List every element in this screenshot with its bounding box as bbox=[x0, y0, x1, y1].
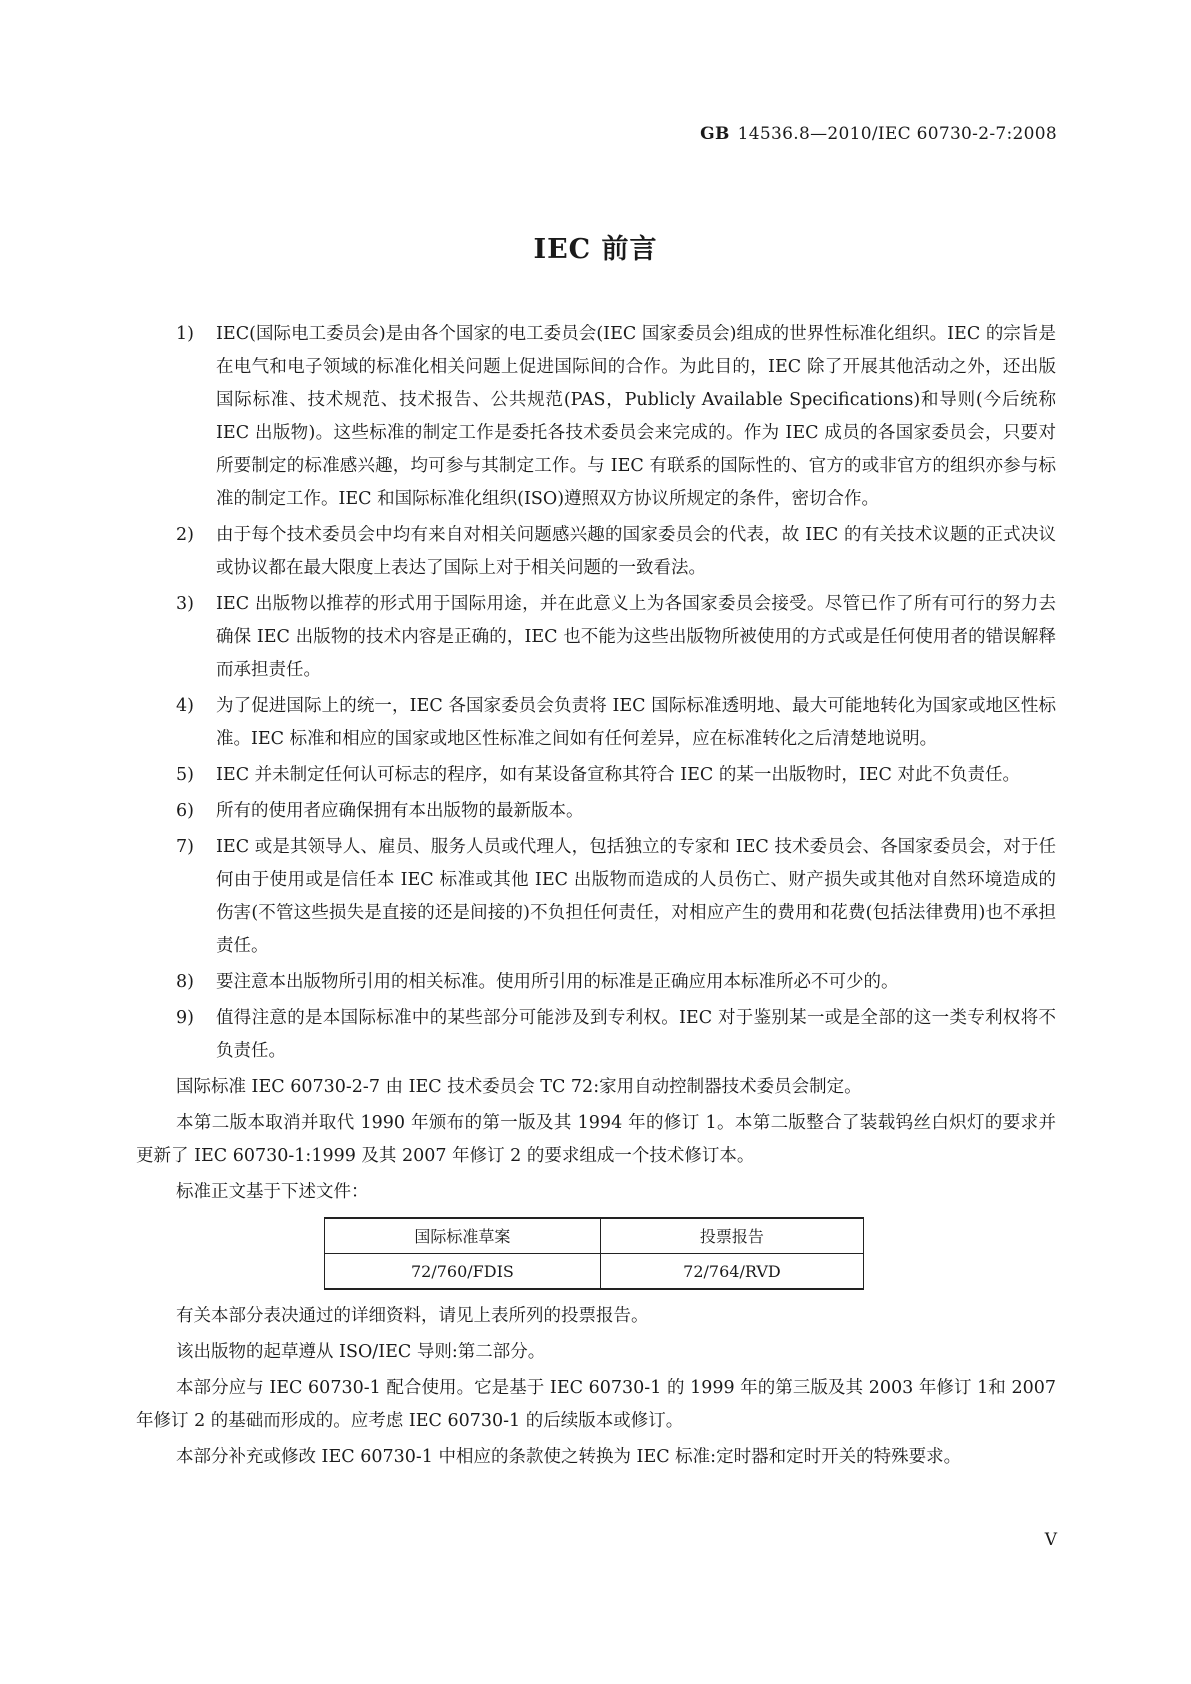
list-item bbox=[176, 831, 1056, 963]
table-header-cell: 投票报告 bbox=[600, 1218, 863, 1254]
item-text: 所有的使用者应确保拥有本出版物的最新版本。 bbox=[216, 801, 584, 821]
paragraph-drafting: 该出版物的起草遵从 ISO/IEC 导则:第二部分。 bbox=[176, 1342, 546, 1362]
document-header bbox=[700, 124, 1057, 144]
table-header-row bbox=[325, 1218, 864, 1254]
table-row bbox=[325, 1254, 864, 1290]
table-header-cell: 国际标准草案 bbox=[325, 1218, 601, 1254]
page-number: V bbox=[1044, 1530, 1057, 1550]
paragraph-edition: 本第二版本取消并取代 1990 年颁布的第一版及其 1994 年的修订 1。本第二版整合了装载钨丝白炽灯的要求并更新了 IEC 60730-1:1999 及其 2007 年修订 2 的要求组成一个技术修订本。 bbox=[136, 1113, 1056, 1166]
page-title: IEC 前言 bbox=[533, 234, 658, 265]
item-text: 由于每个技术委员会中均有来自对相关问题感兴趣的国家委员会的代表，故 IEC 的有关技术议题的正式决议或协议都在最大限度上表达了国际上对于相关问题的一致看法。 bbox=[216, 525, 1056, 578]
list-item bbox=[176, 966, 1056, 999]
paragraph-voting: 有关本部分表决通过的详细资料，请见上表所列的投票报告。 bbox=[176, 1306, 649, 1326]
list-item bbox=[176, 795, 1056, 828]
item-number: 4) bbox=[176, 696, 194, 716]
item-text: IEC 出版物以推荐的形式用于国际用途，并在此意义上为各国家委员会接受。尽管已作了所有可行的努力去确保 IEC 出版物的技术内容是正确的，IEC 也不能为这些出版物所被使用的方式或是任何使用者的错误解释而承担责任。 bbox=[216, 594, 1056, 680]
header-code: 14536.8—2010/IEC 60730-2-7:2008 bbox=[737, 124, 1057, 144]
table-cell: 72/764/RVD bbox=[600, 1254, 863, 1290]
item-number: 1) bbox=[176, 324, 194, 344]
paragraph-tc: 国际标准 IEC 60730-2-7 由 IEC 技术委员会 TC 72:家用自动控制器技术委员会制定。 bbox=[176, 1077, 862, 1097]
item-text: 为了促进国际上的统一，IEC 各国家委员会负责将 IEC 国际标准透明地、最大可能地转化为国家或地区性标准。IEC 标准和相应的国家或地区性标准之间如有任何差异，应在标准转化之后清楚地说明。 bbox=[216, 696, 1056, 749]
item-number: 3) bbox=[176, 594, 194, 614]
item-text: 要注意本出版物所引用的相关标准。使用所引用的标准是正确应用本标准所必不可少的。 bbox=[216, 972, 899, 992]
item-text: IEC(国际电工委员会)是由各个国家的电工委员会(IEC 国家委员会)组成的世界性标准化组织。IEC 的宗旨是在电气和电子领域的标准化相关问题上促进国际间的合作。为此目的，IEC 除了开展其他活动之外，还出版国际标准、技术规范、技术报告、公共规范(PAS，Publicly Available Specifications)和导则(今后统称 IEC 出版物)。这些标准的制定工作是委托各技术委员会来完成的。作为 IEC 成员的各国家委员会，只要对所要制定的标准感兴趣，均可参与其制定工作。与 IEC 有联系的国际性的、官方的或非官方的组织亦参与标准的制定工作。IEC 和国际标准化组织(ISO)遵照双方协议所规定的条件，密切合作。 bbox=[216, 324, 1056, 509]
header-gb: GB bbox=[700, 124, 730, 144]
list-item bbox=[176, 519, 1056, 585]
item-number: 7) bbox=[176, 837, 194, 857]
document-body bbox=[136, 318, 1056, 1477]
item-number: 8) bbox=[176, 972, 194, 992]
table-cell: 72/760/FDIS bbox=[325, 1254, 601, 1290]
paragraph-usage: 本部分应与 IEC 60730-1 配合使用。它是基于 IEC 60730-1 的 1999 年的第三版及其 2003 年修订 1和 2007 年修订 2 的基础而形成的。应考虑 IEC 60730-1 的后续版本或修订。 bbox=[136, 1378, 1056, 1431]
list-item bbox=[176, 588, 1056, 687]
item-text: IEC 或是其领导人、雇员、服务人员或代理人，包括独立的专家和 IEC 技术委员会、各国家委员会，对于任何由于使用或是信任本 IEC 标准或其他 IEC 出版物而造成的人员伤亡、财产损失或其他对自然环境造成的伤害(不管这些损失是直接的还是间接的)不负担任何责任，对相应产生的费用和花费(包括法律费用)也不承担责任。 bbox=[216, 837, 1056, 956]
paragraph-supplement: 本部分补充或修改 IEC 60730-1 中相应的条款使之转换为 IEC 标准:定时器和定时开关的特殊要求。 bbox=[176, 1447, 962, 1467]
voting-table bbox=[324, 1217, 864, 1290]
paragraph-basis: 标准正文基于下述文件： bbox=[176, 1182, 369, 1202]
list-item bbox=[176, 318, 1056, 516]
item-text: IEC 并未制定任何认可标志的程序，如有某设备宣称其符合 IEC 的某一出版物时，IEC 对此不负责任。 bbox=[216, 765, 1020, 785]
item-text: 值得注意的是本国际标准中的某些部分可能涉及到专利权。IEC 对于鉴别某一或是全部的这一类专利权将不负责任。 bbox=[216, 1008, 1056, 1061]
item-number: 2) bbox=[176, 525, 194, 545]
list-item bbox=[176, 690, 1056, 756]
item-number: 6) bbox=[176, 801, 194, 821]
item-number: 9) bbox=[176, 1008, 194, 1028]
list-item bbox=[176, 759, 1056, 792]
item-number: 5) bbox=[176, 765, 194, 785]
list-item bbox=[176, 1002, 1056, 1068]
